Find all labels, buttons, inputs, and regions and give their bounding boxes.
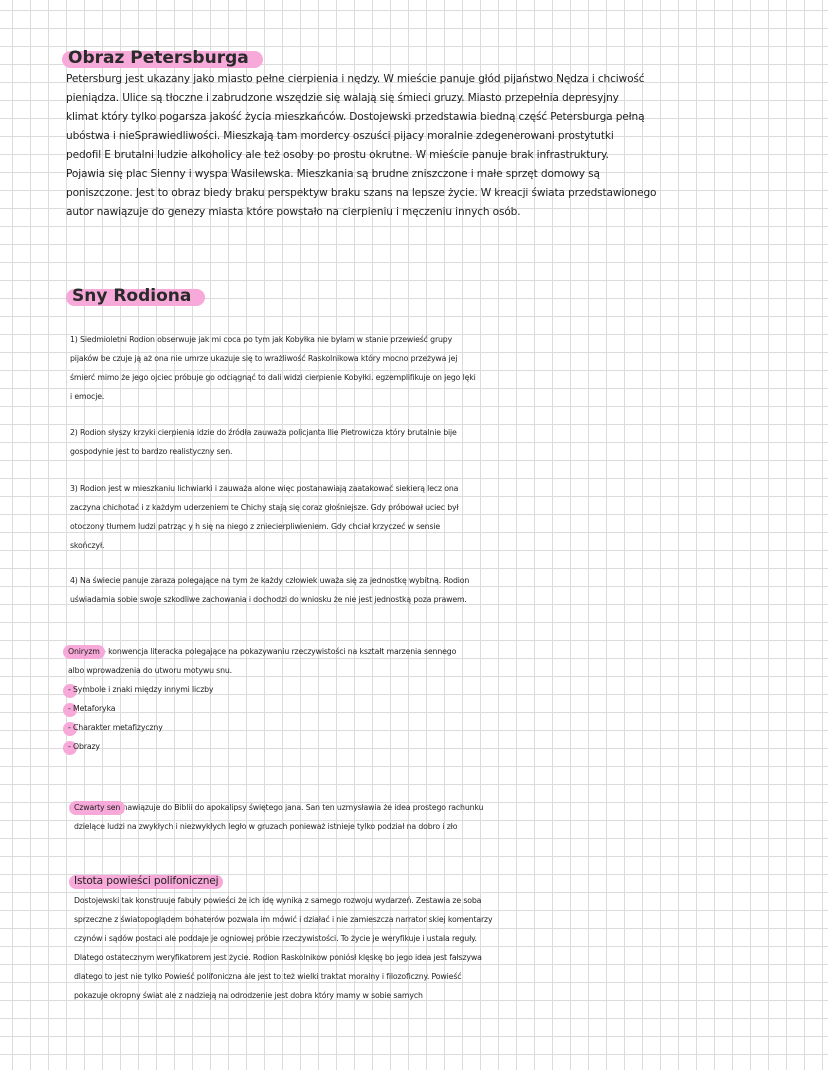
text-line: 3) Rodion jest w mieszkaniu lichwiarki i zauważa alone więc postanawiają zaatakować siekierą lecz ona <box>70 484 459 493</box>
oniryzm-definition: – konwencja literacka polegające na pokazywaniu rzeczywistości na kształt marzenia sennego <box>99 647 457 656</box>
dream-2 <box>70 423 814 461</box>
heading-obraz-petersburga: Obraz Petersburga <box>66 46 255 70</box>
text-line: pijaków be czuje ją aż ona nie umrze ukazuje się to wrażliwość Raskolnikowa który mocno przeżywa jej <box>70 354 458 363</box>
heading-sny-rodiona: Sny Rodiona <box>70 284 197 308</box>
section-czwarty-sen <box>74 798 818 836</box>
text-line: i emocje. <box>70 392 105 401</box>
text-line: otoczony tłumem ludzi patrząc y h się na niego z zniecierpliwieniem. Gdy chciał krzyczeć w sensie <box>70 522 441 531</box>
text-line: klimat który tylko pogarsza jakość życia mieszkańców. Dostojewski przedstawia biedną część Petersburga pełną <box>66 111 645 123</box>
section-petersburg <box>66 46 810 222</box>
list-item <box>68 737 812 756</box>
list-item-text: - Symbole i znaki między innymi liczby <box>68 680 213 699</box>
oniryzm-definition-line <box>68 642 812 661</box>
text-line: pedofil E brutalni ludzie alkoholicy ale też osoby po prostu okrutne. W mieście panuje brak infrastruktury. <box>66 149 609 161</box>
petersburg-paragraph <box>66 70 810 222</box>
text-line: pieniądza. Ulice są tłoczne i zabrudzone wszędzie się walają się śmieci gruzy. Miasto przepełnia depresyjny <box>66 92 619 104</box>
text-line: śmierć mimo że jego ojciec próbuje go odciągnąć to dali widzi cierpienie Kobyłki. egzemplifikuje on jego lęki <box>70 373 476 382</box>
list-item-text: - Obrazy <box>68 737 100 756</box>
text-line: Dlatego ostatecznym weryfikatorem jest życie. Rodion Raskolnikow poniósł klęskę bo jego idea jest fałszywa <box>74 953 482 962</box>
dream-4 <box>70 571 814 609</box>
text-line: ubóstwa i nieSprawiedliwości. Mieszkają tam mordercy oszuści pijacy moralnie zdegenerowani prostytutki <box>66 130 614 142</box>
term-oniryzm: Oniryzm <box>68 642 100 661</box>
text-line: gospodynie jest to bardzo realistyczny sen. <box>70 447 233 456</box>
list-item-text: - Metaforyka <box>68 699 115 718</box>
text-line: albo wprowadzenia do utworu motywu snu. <box>68 666 233 675</box>
czwarty-sen-text: nawiązuje do Biblii do apokalipsy świętego jana. San ten uzmysławia że idea prostego rachunku <box>120 803 484 812</box>
text-line: Pojawia się plac Sienny i wyspa Wasilewska. Mieszkania są brudne zniszczone i małe sprzęt domowy są <box>66 168 600 180</box>
text-line: sprzeczne z światopoglądem bohaterów pozwala im mówić i działać i nie zamieszcza narrator skiej komentarzy <box>74 915 493 924</box>
text-line: czynów i sądów postaci ale poddaje je ogniowej próbie rzeczywistości. To życie je weryfikuje i ustala reguły. <box>74 934 477 943</box>
text-line: skończył. <box>70 541 105 550</box>
text-line: Dostojewski tak konstruuje fabuły powieści że ich idę wynika z samego rozwoju wydarzeń. Zestawia ze soba <box>74 896 482 905</box>
text-line: autor nawiązuje do genezy miasta które powstało na cierpieniu i męczeniu innych osób. <box>66 206 521 218</box>
text-line: uświadamia sobie swoje szkodliwe zachowania i dochodzi do wniosku że nie jest jednostką poza prawem. <box>70 595 467 604</box>
heading-line <box>74 872 818 891</box>
list-item <box>68 680 812 699</box>
section-polifoniczna <box>74 872 818 1005</box>
section-oniryzm <box>68 642 812 756</box>
text-line: poniszczone. Jest to obraz biedy braku perspektyw braku szans na lepsze życie. W kreacji świata przedstawionego <box>66 187 657 199</box>
czwarty-sen-line <box>74 798 818 817</box>
text-line: dlatego to jest nie tylko Powieść polifoniczna ale jest to też wielki traktat moralny i filozoficzny. Powieść <box>74 972 462 981</box>
text-line: 1) Siedmioletni Rodion obserwuje jak mi coca po tym jak Kobyłka nie byłam w stanie przewieść grupy <box>70 335 453 344</box>
dream-3 <box>70 479 814 555</box>
text-line: 2) Rodion słyszy krzyki cierpienia idzie do źródła zauważa policjanta Ilie Pietrowicza który brutalnie bije <box>70 428 457 437</box>
text-line: zaczyna chichotać i z każdym uderzeniem te Chichy stają się coraz głośniejsze. Gdy próbował uciec był <box>70 503 459 512</box>
text-line: 4) Na świecie panuje zaraza polegające na tym że każdy człowiek uważa się za jednostkę wybitną. Rodion <box>70 576 470 585</box>
list-item <box>68 699 812 718</box>
list-item-text: - Charakter metafizyczny <box>68 718 163 737</box>
text-line: Petersburg jest ukazany jako miasto pełne cierpienia i nędzy. W mieście panuje głód pijaństwo Nędza i chciwość <box>66 73 645 85</box>
section-sny-rodiona <box>70 284 814 308</box>
text-line: pokazuje okropny świat ale z nadzieją na odrodzenie jest dobra który mamy w sobie samych <box>74 991 423 1000</box>
dream-1 <box>70 330 814 406</box>
list-item <box>68 718 812 737</box>
heading-istota-powiesci: Istota powieści polifonicznej <box>74 872 218 891</box>
text-line: dzielące ludzi na zwykłych i niezwykłych legło w gruzach ponieważ istnieje tylko podział na dobro i zło <box>74 822 458 831</box>
term-czwarty-sen: Czwarty sen <box>74 798 120 817</box>
